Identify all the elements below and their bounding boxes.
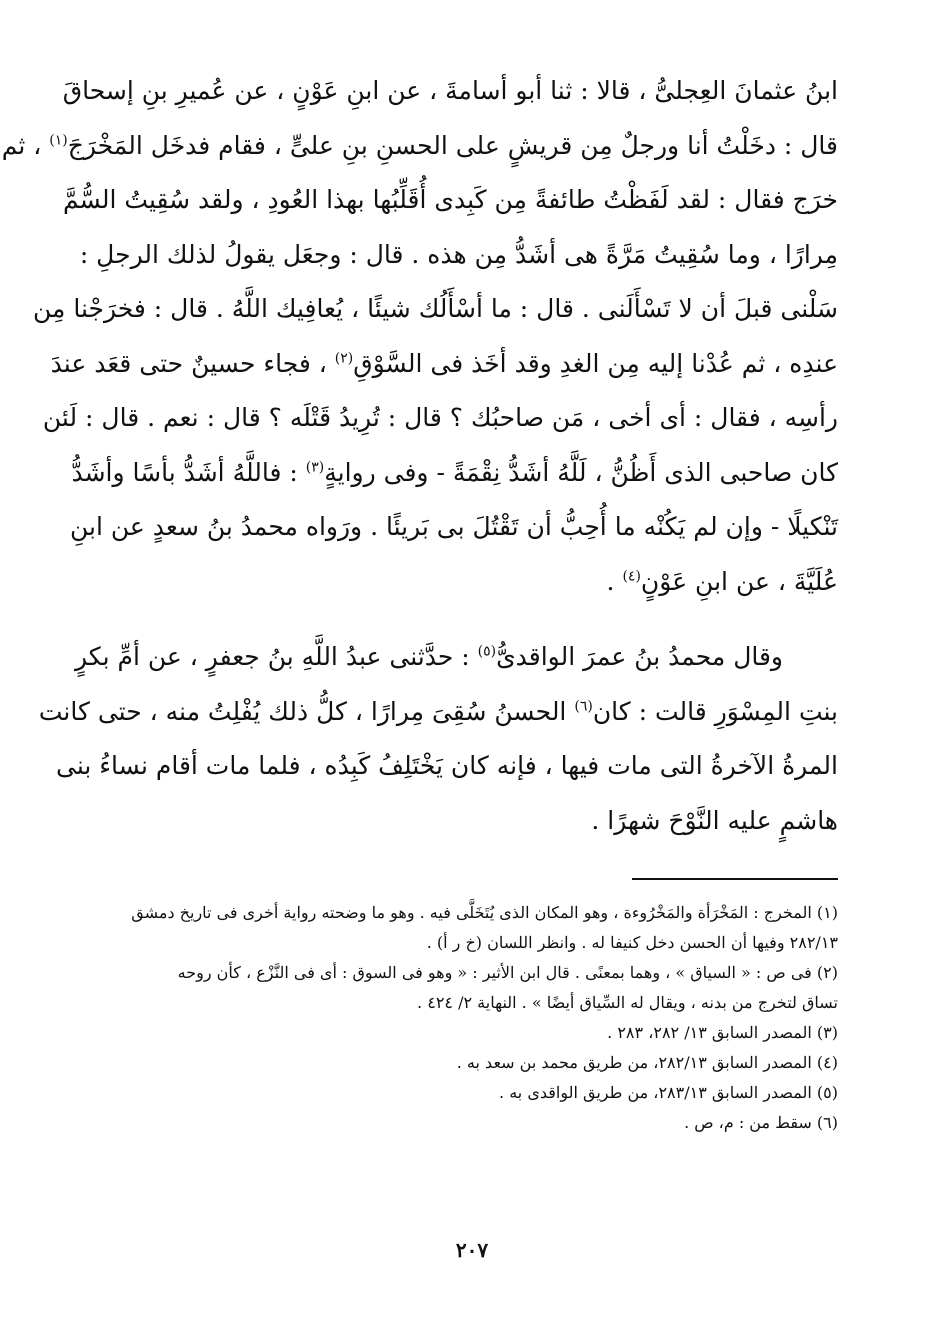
text-line: قال : دخَلْتُ أنا ورجلٌ مِن قريشٍ على الحسنِ بنِ علىٍّ ، فقام فدخَل المَخْرَجَ$^{(١)}$ ، ثم [1, 130, 838, 160]
footnote-marker[interactable]: (٦) [574, 698, 593, 715]
main-paragraph-1 [1, 64, 838, 609]
footnote-item: (٢) فى ص : « السياق » ، وهما بمعنًى . قال ابن الأثير : « وهو فى السوق : أى فى النَّزْع ، كأن روحه تساق لتخرج من بدنه ، ويقال له السِّياق أيضًا » . النهاية ٢/ ٤٢٤ . [177, 963, 838, 1012]
footnote-item: (١) المخرج : المَخْرَأة والمَخْرُوءة ، وهو المكان الذى يُتَخَلَّى فيه . وهو ما وضحته رواية أخرى فى تاريخ دمشق ٢٨٢/١٣ وفيها أن الحسن دخل كنيفا له . وانظر اللسان (خ ر أ) . [131, 903, 838, 952]
page-number: ٢٠٧ [455, 1238, 489, 1262]
text-line: المرةُ الآخرةُ التى مات فيها ، فإنه كان يَخْتَلِفُ كَبِدُه ، فلما مات أقام نساءُ بنى [56, 751, 838, 780]
text-line: تَنْكيلًا - وإن لم يَكُنْه ما أُحِبُّ أن تَقْتُلَ بى بَريئًا . ورَواه محمدُ بنُ سعدٍ عن ابنِ [70, 512, 838, 541]
text-line: خرَج فقال : لقد لَفَظْتُ طائفةً مِن كَبِدى أُقَلِّبُها بهذا العُودِ ، ولقد سُقِيتُ السُّمَّ [62, 185, 838, 214]
text-line: مِرارًا ، وما سُقِيتُ مَرَّةً هى أشَدُّ مِن هذه . قال : وجعَل يقولُ لذلك الرجلِ : [79, 239, 838, 269]
text-line: رأسِه ، فقال : أى أخى ، مَن صاحبُك ؟ قال : تُرِيدُ قَتْلَه ؟ قال : نعم . قال : لَئن [42, 403, 838, 432]
text-line: عندِه ، ثم عُدْنا إليه مِن الغدِ وقد أخَذ فى السَّوْقِ$^{(٢)}$ ، فجاء حسينٌ حتى قعَد عندَ [50, 348, 838, 378]
footnote-marker[interactable]: (١) [49, 132, 68, 149]
text-line: ابنُ عثمانَ العِجلىُّ ، قالا : ثنا أبو أسامةَ ، عن ابنِ عَوْنٍ ، عن عُميرِ بنِ إسحاقَ [62, 76, 838, 105]
footnote-marker[interactable]: (٢) [334, 350, 354, 367]
text-line: بنتِ المِسْوَرِ قالت : كان$^{(٦)}$ الحسنُ سُقِىَ مِرارًا ، كلُّ ذلك يُفْلِتُ منه ، حتى كانت [38, 696, 838, 726]
text-line: وقال محمدُ بنُ عمرَ الواقدىُّ$^{(٥)}$ : حدَّثنى عبدُ اللَّهِ بنُ جعفرٍ ، عن أمِّ بكرٍ [75, 642, 783, 671]
footnote-separator [632, 878, 838, 880]
footnotes-list [120, 898, 838, 1138]
text-line: سَلْنى قبلَ أن لا تَسْأَلَنى . قال : ما أسْأَلُك شيئًا ، يُعافِيك اللَّهُ . قال : فخرَجْنا مِن [32, 294, 838, 323]
footnote-item: (٣) المصدر السابق ١٣/ ٢٨٢، ٢٨٣ . [607, 1023, 838, 1042]
footnote-item: (٥) المصدر السابق ٢٨٣/١٣، من طريق الواقدى به . [499, 1083, 838, 1102]
text-line: كان صاحبى الذى أَظُنُّ ، لَلَّهُ أشَدُّ نِقْمَةً - وفى روايةٍ$^{(٣)}$ : فاللَّهُ أشَدُّ بأسًا وأشَدُّ [71, 457, 838, 487]
footnote-marker[interactable]: (٣) [305, 459, 325, 476]
footnote-marker[interactable]: (٥) [477, 643, 497, 660]
text-line: هاشمٍ عليه النَّوْحَ شهرًا . [591, 805, 838, 835]
text-line: عُلَيَّةَ ، عن ابنِ عَوْنٍ$^{(٤)}$ . [606, 566, 838, 596]
footnote-marker[interactable]: (٤) [622, 568, 641, 585]
footnote-item: (٤) المصدر السابق ٢٨٢/١٣، من طريق محمد بن سعد به . [456, 1053, 838, 1072]
main-paragraph-2 [38, 630, 838, 848]
footnote-item: (٦) سقط من : م، ص . [684, 1113, 838, 1132]
